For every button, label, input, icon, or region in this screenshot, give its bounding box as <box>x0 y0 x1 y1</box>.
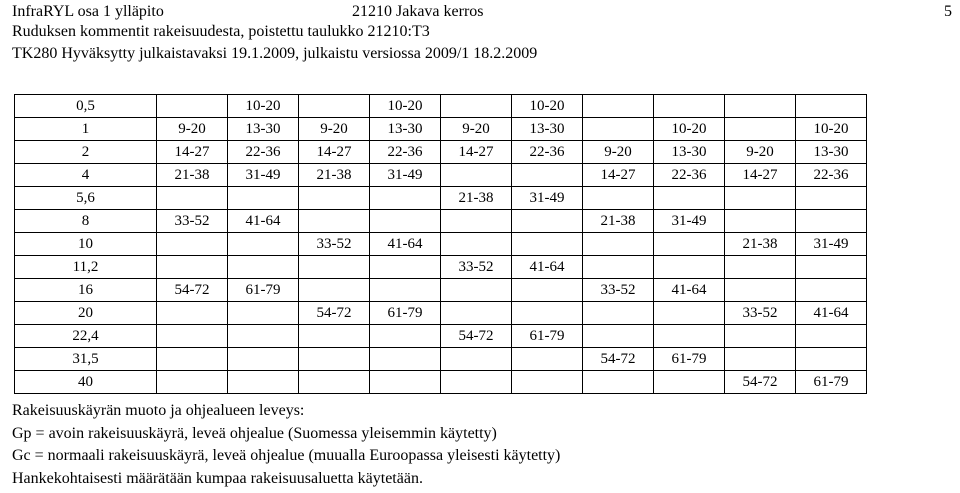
page-number: 5 <box>944 3 952 20</box>
range-cell: 14-27 <box>583 164 654 187</box>
sieve-size-cell: 22,4 <box>15 325 157 348</box>
sieve-size-cell: 31,5 <box>15 348 157 371</box>
range-cell <box>370 256 441 279</box>
range-cell: 41-64 <box>512 256 583 279</box>
range-cell <box>725 279 796 302</box>
range-cell <box>583 302 654 325</box>
range-cell <box>157 371 228 394</box>
range-cell <box>228 371 299 394</box>
range-cell <box>654 256 725 279</box>
range-cell <box>725 210 796 233</box>
range-cell <box>725 118 796 141</box>
range-cell <box>725 187 796 210</box>
table-row <box>15 95 867 118</box>
range-cell: 61-79 <box>228 279 299 302</box>
range-cell: 13-30 <box>370 118 441 141</box>
table-row <box>15 141 867 164</box>
range-cell <box>157 95 228 118</box>
sieve-size-cell: 8 <box>15 210 157 233</box>
section-title: 21210 Jakava kerros <box>352 3 484 20</box>
range-cell <box>370 371 441 394</box>
range-cell: 21-38 <box>583 210 654 233</box>
range-cell: 31-49 <box>370 164 441 187</box>
range-cell: 22-36 <box>512 141 583 164</box>
table-row <box>15 325 867 348</box>
range-cell: 31-49 <box>654 210 725 233</box>
range-cell: 41-64 <box>370 233 441 256</box>
range-cell: 21-38 <box>441 187 512 210</box>
range-cell <box>654 325 725 348</box>
range-cell <box>299 256 370 279</box>
note-line-2: Gp = avoin rakeisuuskäyrä, leveä ohjealue (Suomessa yleisemmin käytetty) <box>12 424 497 442</box>
range-cell <box>228 233 299 256</box>
range-cell: 61-79 <box>654 348 725 371</box>
range-cell <box>796 325 867 348</box>
range-cell <box>512 302 583 325</box>
range-cell <box>299 371 370 394</box>
range-cell: 22-36 <box>796 164 867 187</box>
range-cell <box>512 279 583 302</box>
range-cell: 54-72 <box>583 348 654 371</box>
range-cell: 9-20 <box>725 141 796 164</box>
range-cell: 54-72 <box>299 302 370 325</box>
range-cell: 22-36 <box>654 164 725 187</box>
sieve-size-cell: 16 <box>15 279 157 302</box>
range-cell <box>512 233 583 256</box>
range-cell <box>228 325 299 348</box>
range-cell: 14-27 <box>725 164 796 187</box>
range-cell: 9-20 <box>441 118 512 141</box>
range-cell: 13-30 <box>512 118 583 141</box>
range-cell: 14-27 <box>299 141 370 164</box>
range-cell <box>299 348 370 371</box>
range-cell: 9-20 <box>157 118 228 141</box>
range-cell <box>512 164 583 187</box>
table-row <box>15 348 867 371</box>
range-cell <box>796 256 867 279</box>
range-cell: 13-30 <box>654 141 725 164</box>
range-cell: 10-20 <box>228 95 299 118</box>
range-cell <box>299 210 370 233</box>
range-cell <box>157 325 228 348</box>
range-cell <box>441 279 512 302</box>
table-row <box>15 302 867 325</box>
range-cell <box>370 187 441 210</box>
range-cell <box>299 325 370 348</box>
range-cell <box>441 164 512 187</box>
range-cell <box>299 187 370 210</box>
range-cell: 10-20 <box>512 95 583 118</box>
table-row <box>15 164 867 187</box>
range-cell: 41-64 <box>796 302 867 325</box>
gradation-table <box>14 94 867 394</box>
sieve-size-cell: 40 <box>15 371 157 394</box>
range-cell <box>725 348 796 371</box>
range-cell: 31-49 <box>228 164 299 187</box>
range-cell: 31-49 <box>512 187 583 210</box>
range-cell: 22-36 <box>228 141 299 164</box>
range-cell <box>796 279 867 302</box>
sieve-size-cell: 1 <box>15 118 157 141</box>
range-cell <box>583 95 654 118</box>
table-row <box>15 256 867 279</box>
range-cell <box>583 233 654 256</box>
range-cell <box>370 279 441 302</box>
sieve-size-cell: 11,2 <box>15 256 157 279</box>
table-row <box>15 279 867 302</box>
range-cell <box>299 95 370 118</box>
header-line-3: TK280 Hyväksytty julkaistavaksi 19.1.2009, julkaistu versiossa 2009/1 18.2.2009 <box>12 45 538 62</box>
range-cell: 10-20 <box>796 118 867 141</box>
range-cell: 9-20 <box>299 118 370 141</box>
sieve-size-cell: 4 <box>15 164 157 187</box>
range-cell <box>228 302 299 325</box>
range-cell: 13-30 <box>796 141 867 164</box>
range-cell <box>654 95 725 118</box>
range-cell <box>725 256 796 279</box>
range-cell: 14-27 <box>157 141 228 164</box>
header-line-1 <box>12 2 484 22</box>
note-line-1: Rakeisuuskäyrän muoto ja ohjealueen leveys: <box>12 402 305 419</box>
range-cell <box>228 187 299 210</box>
note-line-4: Hankekohtaisesti määrätään kumpaa rakeisuusaluetta käytetään. <box>12 469 423 487</box>
range-cell: 13-30 <box>228 118 299 141</box>
range-cell <box>654 371 725 394</box>
range-cell <box>441 371 512 394</box>
sieve-size-cell: 0,5 <box>15 95 157 118</box>
range-cell <box>370 325 441 348</box>
range-cell <box>654 302 725 325</box>
range-cell <box>441 348 512 371</box>
range-cell: 54-72 <box>157 279 228 302</box>
range-cell: 21-38 <box>725 233 796 256</box>
range-cell: 61-79 <box>512 325 583 348</box>
range-cell: 10-20 <box>654 118 725 141</box>
range-cell <box>725 95 796 118</box>
range-cell <box>796 187 867 210</box>
range-cell <box>441 233 512 256</box>
range-cell <box>654 187 725 210</box>
range-cell: 33-52 <box>583 279 654 302</box>
range-cell: 33-52 <box>299 233 370 256</box>
range-cell <box>512 371 583 394</box>
range-cell <box>583 325 654 348</box>
note-line-3: Gc = normaali rakeisuuskäyrä, leveä ohjealue (muualla Euroopassa yleisesti käytetty) <box>12 447 561 464</box>
document-title: InfraRYL osa 1 ylläpito <box>12 3 164 20</box>
range-cell: 21-38 <box>157 164 228 187</box>
table-row <box>15 187 867 210</box>
range-cell <box>583 256 654 279</box>
range-cell: 33-52 <box>441 256 512 279</box>
range-cell <box>157 256 228 279</box>
header-line-2: Ruduksen kommentit rakeisuudesta, poistettu taulukko 21210:T3 <box>12 23 430 40</box>
table-row <box>15 233 867 256</box>
range-cell <box>370 210 441 233</box>
range-cell <box>441 95 512 118</box>
table-row <box>15 210 867 233</box>
range-cell <box>157 348 228 371</box>
notes <box>12 400 560 490</box>
range-cell: 41-64 <box>654 279 725 302</box>
range-cell <box>157 233 228 256</box>
range-cell <box>370 348 441 371</box>
range-cell <box>441 210 512 233</box>
range-cell: 41-64 <box>228 210 299 233</box>
range-cell <box>583 371 654 394</box>
range-cell <box>583 187 654 210</box>
range-cell <box>157 187 228 210</box>
range-cell <box>228 348 299 371</box>
range-cell <box>725 325 796 348</box>
range-cell: 54-72 <box>725 371 796 394</box>
range-cell <box>583 118 654 141</box>
table-row <box>15 371 867 394</box>
range-cell: 14-27 <box>441 141 512 164</box>
range-cell: 22-36 <box>370 141 441 164</box>
sieve-size-cell: 10 <box>15 233 157 256</box>
range-cell <box>299 279 370 302</box>
sieve-size-cell: 2 <box>15 141 157 164</box>
range-cell: 10-20 <box>370 95 441 118</box>
table-row <box>15 118 867 141</box>
range-cell: 33-52 <box>157 210 228 233</box>
range-cell: 31-49 <box>796 233 867 256</box>
range-cell: 54-72 <box>441 325 512 348</box>
range-cell <box>796 210 867 233</box>
range-cell <box>654 233 725 256</box>
range-cell <box>796 348 867 371</box>
range-cell <box>512 348 583 371</box>
range-cell <box>228 256 299 279</box>
gradation-table-body <box>15 95 867 394</box>
range-cell <box>157 302 228 325</box>
range-cell: 9-20 <box>583 141 654 164</box>
range-cell: 21-38 <box>299 164 370 187</box>
range-cell <box>512 210 583 233</box>
sieve-size-cell: 5,6 <box>15 187 157 210</box>
range-cell <box>796 95 867 118</box>
sieve-size-cell: 20 <box>15 302 157 325</box>
range-cell: 61-79 <box>796 371 867 394</box>
range-cell <box>441 302 512 325</box>
range-cell: 33-52 <box>725 302 796 325</box>
range-cell: 61-79 <box>370 302 441 325</box>
